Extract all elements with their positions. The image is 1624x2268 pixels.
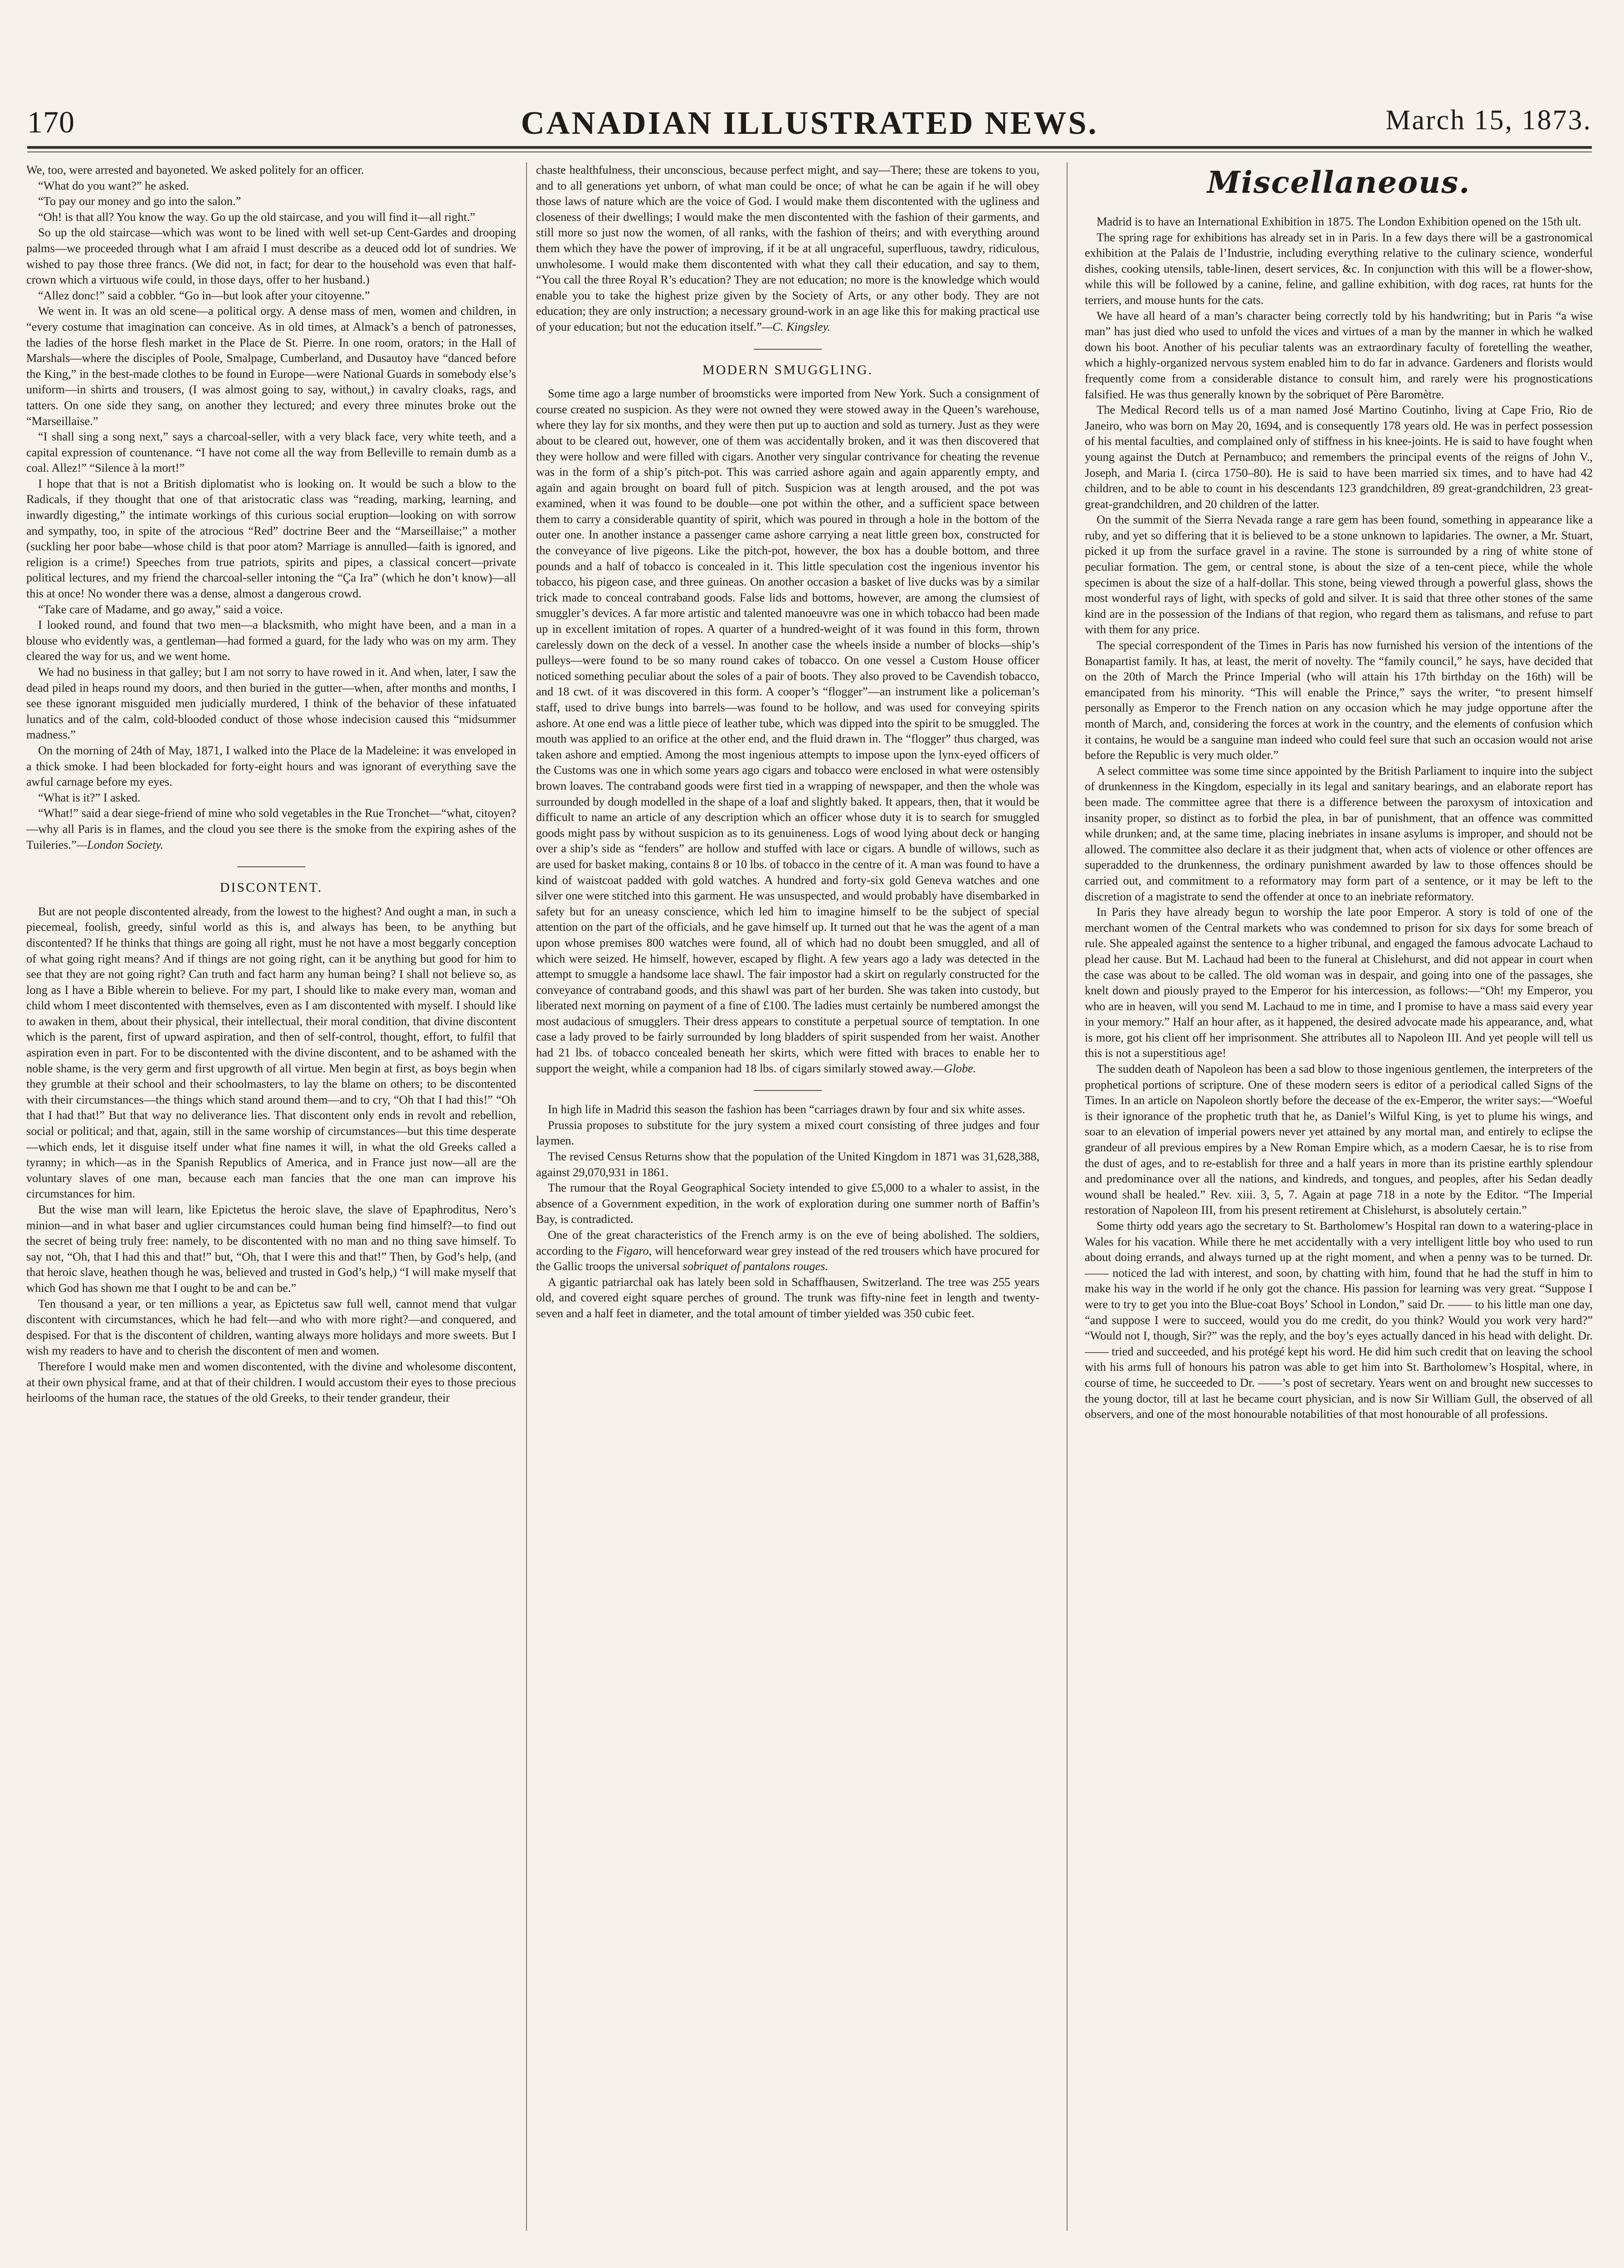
news-item: Madrid is to have an International Exhibition in 1875. The London Exhibition opened on the 15th ult.	[1097, 215, 1581, 228]
article-paragraph: Therefore I would make men and women discontented, with the divine and wholesome discontent, at their own physical frame, and at that of their children. I would accustom their eyes to those precious heirlooms of the human race, the statues of the old Greeks, to their tender grandeur, their	[26, 1359, 516, 1405]
news-item: Prussia proposes to substitute for the jury system a mixed court consisting of three judges and four laymen.	[536, 1118, 1039, 1148]
paragraph-text: “What!” said a dear siege-friend of mine who sold vegetables in the Rue Tronchet—“what, citoyen?—why all Paris is in flames, and the cloud you see there is the smoke from the expiring ashes of the Tuileries.”	[26, 807, 516, 851]
article-paragraph: We went in. It was an old scene—a political orgy. A dense mass of men, women and children, in “every costume that imagination can conceive. As in old times, at Almack’s a bench of patronesses, the ladies of the horse flesh market in the Place de St. Pierre. In one room, orators; in the Hall of Marshals—where the disciples of Poole, Smalpage, Cumberland, and Dusautoy have “danced before the King,” in the best-made clothes to be found in Europe—were National Guards in somebody else’s uniform—in shirts and trousers, (I was almost going to say, without,) in cavalry cloaks, rags, and tatters. On one side they sang, on another they lectured; and every three minutes broke out the “Marseillaise.”	[26, 304, 516, 428]
news-item: In Paris they have already begun to worship the late poor Emperor. A story is told of one of the merchant women of the Central markets who was condemned to prison for six days for some breach of rule. She appealed against the sentence to a higher tribunal, and engaged the famous advocate Lachaud to plead her cause. But M. Lachaud had been to the funeral at Chislehurst, and did not appear in court when the case was about to be called. The old woman was in despair, and going into one of the passages, she knelt down and piously prayed to the Emperor for his intercession, as follows:—“Oh! my Emperor, you who are in heaven, will you send M. Lachaud to me in time, and I promise to have a mass said every year in your memory.” Half an hour after, as it happened, the desired advocate made his appearance, and, what is more, got his client off her imprisonment. She attributes all to Napoleon III. And yet people will tell us this is not a superstitious age!	[1085, 905, 1593, 1060]
article-paragraph: “What do you want?” he asked.	[38, 179, 189, 192]
section-title-miscellaneous: Miscellaneous.	[1207, 165, 1471, 200]
header-rule-thick	[27, 146, 1592, 149]
column-right	[1085, 162, 1593, 2231]
column-divider	[1067, 162, 1068, 2231]
section-title-discontent: DISCONTENT.	[219, 880, 323, 895]
section-divider	[754, 1090, 822, 1091]
news-item	[536, 1227, 1039, 1275]
source-credit: —Globe.	[933, 1061, 976, 1075]
article-paragraph: But the wise man will learn, like Epictetus the heroic slave, the slave of Epaphroditus, Nero’s minion—and in what baser and uglier circumstances could human being find himself?—to find out the secret of being truly free: namely, to be discontented with no man and no thing save himself. To say not, “Oh, that I had this and that!” but, “Oh, that I were this and that!” Then, by God’s help, (and that heroic slave, heathen though he was, believed and trusted in God’s help,) “I will make myself that which God has shown me that I ought to be and can be.”	[26, 1203, 516, 1295]
news-item: On the summit of the Sierra Nevada range a rare gem has been found, something in appearance like a ruby, and yet so differing that it is believed to be a stone unknown to lapidaries. The owner, a Mr. Stuart, picked it up from the surface gravel in a ravine. The stone is surrounded by a ring of white stone of peculiar formation. The gem, or central stone, is about the size of a ten-cent piece, while the whole specimen is about the size of a half-dollar. This stone, being viewed through a powerful glass, shows the most wonderful rays of light, with specks of gold and silver. It is said that three other stones of the same kind are in the possession of the Indians of that region, who regard them as talismans, and refuse to part with them for any price.	[1085, 513, 1593, 636]
paragraph-text: Some time ago a large number of broomsticks were imported from New York. Such a consignment of course created no suspicion. As they were not owned they were stowed away in the Queen’s warehouse, where they lay for six months, and they were then put up to auction and sold as turnery. Just as they were about to be cleared out, however, one of them was accidentally broken, and it was then discovered that they were hollow and were filled with cigars. Another very singular contrivance for cheating the revenue was in the form of a ship’s pitch-pot. This was carried ashore again and again apparently empty, and again and again brought on board full of pitch. Suspicion was at length aroused, and the pot was examined, when it was found to be double—one pot within the other, and a sufficient space between them to carry a considerable quantity of spirit, which was poured in through a hole in the bottom of the outer one. In another instance a passenger came ashore carrying a neat little green box, constructed for the conveyance of live pigeons. Like the pitch-pot, however, the box has a double bottom, and three pounds and a half of tobacco is concealed in it. This little speculation cost the ingenious inventor his tobacco, his pigeon case, and three guineas. On another occasion a basket of live ducks was by a similar trick made to conceal contraband goods. False lids and bottoms, however, are among the clumsiest of smuggler’s devices. A far more artistic and talented manoeuvre was one in which tobacco had been made up in excellent imitation of ropes. A quarter of a hundred-weight of it was found in this form, thrown carelessly down on the deck of a vessel. In another case the wheels inside a number of blocks—ship’s pulleys—were found to be so many round cakes of tobacco. On one vessel a Custom House officer noticed something peculiar about the soles of a pair of boots. They also proved to be Cavendish tobacco, and 18 cwt. of it was discovered in this form. A cooper’s “flogger”—an instrument like a policeman’s staff, used to drive bungs into barrels—was found to be hollow, and was used for conveying spirits ashore. At one end was a little piece of leather tube, which was dipped into the spirit to be smuggled. The mouth was applied to an orifice at the other end, and the fluid drawn in. The “flogger” thus charged, was taken ashore and emptied. Among the most ingenious attempts to impose upon the lynx-eyed officers of the Customs was one in which some years ago cigars and tobacco were enclosed in what were ostensibly brown loaves. The contraband goods were first tied in a wrapping of newspaper, and then the whole was surrounded by dough modelled in the shape of a loaf and slightly baked. It appears, then, that it would be difficult to name an article of any description which an officer whose duty it is to search for smuggled goods might pass by without suspicion as to its genuineness. Logs of wood lying about deck or hanging over a ship’s side as “fenders” are hollow and stuffed with lace or cigars. A bundle of willows, such as are used for basket making, contains 8 or 10 lbs. of tobacco in the centre of it. A man was found to have a kind of waistcoat padded with gold watches. A hundred and forty-six gold Geneva watches and one silver one were stitched into this garment. He was unsuspected, and would probably have disembarked in safety but for an uneasy conscience, which led him to imagine himself to be the subject of special attention on the part of the officials, and he gave himself up. It turned out that he was the agent of a man upon whose premises 800 watches were found, all of which had no doubt been smuggled, and all of which were seized. He himself, however, escaped by flight. A few years ago a lady was detected in the attempt to smuggle a handsome lace shawl. The fair impostor had a skirt on regularly constructed for the conveyance of contraband goods, and this shawl was part of her burden. She was taken into custody, but liberated next morning on payment of a fine of £100. The ladies must certainly be numbered amongst the most audacious of smugglers. Their dress appears to constitute a perpetual source of temptation. In one case a lady proved to be fairly surrounded by long bladders of spirit suspended from her waist. Another had 21 lbs. of tobacco concealed beneath her skirts, which were fitted with braces to enable her to support the weight, while a companion had 18 lbs. of cigars similarly stowed away.	[536, 387, 1039, 1075]
article-paragraph: “Allez donc!” said a cobbler. “Go in—but look after your citoyenne.”	[38, 288, 370, 302]
issue-date: March 15, 1873.	[1385, 105, 1592, 136]
section-title-smuggling: MODERN SMUGGLING.	[702, 362, 873, 377]
paragraph-text: chaste healthfulness, their unconscious, because perfect might, and say—There; these are tokens to you, and to all generations yet unborn, of what man could be once; of what he can be again if he will obey those laws of nature which are the voice of God. I would make them discontented with the ugliness and closeness of their dwellings; I would make the men discontented with the fashion of their garments, and still more so just now the women, of all ranks, with the fashion of theirs; and with everything around them which they have the power of improving, if it be at all ungraceful, superfluous, tawdry, ridiculous, unwholesome. I would make them discontented with what they call their education, and say to them, “You call the three Royal R’s education? They are not education; no more is the knowledge which would enable you to take the highest prize given by the Society of Arts, or any other body. They are not education; they are only instruction; a necessary ground-work in an age like this for making practical use of your education; but not the education itself.”	[536, 163, 1039, 333]
source-credit: —C. Kingsley.	[762, 320, 831, 333]
article-paragraph: But are not people discontented already, from the lowest to the highest? And ought a man, in such a piecemeal, foolish, greedy, sinful world as this is, and always has been, to be anything but discontented? If he thinks that things are going all right, must he not have a most beggarly conception of what going right means? And if things are not going right, can it be anything but good for him to see that they are not going right? Can truth and fact harm any human being? I shall not believe so, as long as I have a Bible wherein to believe. For my part, I should like to make every man, woman and child whom I meet discontented with themselves, even as I am discontented with myself. I should like to awaken in them, about their physical, their intellectual, their moral condition, that divine discontent which is the parent, first of upward aspiration, and then of self-control, thought, effort, to fulfil that aspiration even in part. For to be discontented with the divine discontent, and to be ashamed with the noble shame, is the very germ and first upgrowth of all virtue. Men begin at first, as boys begin when they grumble at their school and their schoolmasters, to lay the blame on others; to be discontented with their circumstances—the things which stand around them—and to cry, “Oh that I had this!” “Oh that I had that!” But that way no deliverance lies. That discontent only ends in revolt and rebellion, social or political; and that, again, still in the same worship of circumstances—but this time desperate—which ends, let it disguise itself under what fine names it will, in what the old Greeks called a tyranny; in which—as in the Spanish Republics of America, and in France just now—all are the voluntary slaves of one man, because each man fancies that the one man can improve his circumstances for him.	[26, 904, 516, 1201]
article-paragraph: “Take care of Madame, and go away,” said a voice.	[38, 602, 283, 616]
news-item: The sudden death of Napoleon has been a sad blow to those ingenious gentlemen, the interpreters of the prophetical portions of scripture. One of these modern seers is editor of a periodical called Signs of the Times. In an article on Napoleon shortly before the decease of the ex-Emperor, the writer says:—“Woeful is their ignorance of the prophetic truth that he, as Daniel’s Wilful King, is yet to plume his wings, and soar to an elevation of imperial powers never yet attained by any mortal man, and entirely to eclipse the grandeur of all previous empires by a New Roman Empire which, as a modern Caesar, he is to rise from the dust of ages, and to re-establish for three and a half years in more than its pristine earthly splendour and predominance over all the nations, and kindreds, and tongues, and peoples, after his Sedan deadly wound shall be healed.” Rev. xiii. 3, 5, 7. Again at page 718 in a note by the Editor. “The Imperial restoration of Napoleon III, from his present retirement at Chislehurst, is absolutely certain.”	[1085, 1062, 1593, 1217]
news-item: The special correspondent of the Times in Paris has now furnished his version of the intentions of the Bonapartist family. It has, at least, the merit of novelty. The “family council,” he says, have decided that on the 20th of March the Prince Imperial (who will attain his 17th birthday on the 16th) will be emancipated from his minority. “This will enable the Prince,” says the writer, “to present himself personally as Emperor to the French nation on any occasion which he may judge opportune after the month of March, and, considering the forces at work in the country, and the elements of confusion which it contains, he would be a sanguine man indeed who could feel sure that such an occasion would not arise before the Republic is very much older.”	[1085, 639, 1593, 762]
italic-text: sobriquet of pantalons rouges.	[683, 1260, 828, 1273]
article-paragraph: We had no business in that galley; but I am not sorry to have rowed in it. And when, later, I saw the dead piled in heaps round my doors, and then buried in the gutter—when, after months and months, I see these ignorant misguided men judicially murdered, I think of the behavior of these infatuated lunatics and of the calm, cold-blooded conduct of those whose indecision caused this “midsummer madness.”	[26, 665, 516, 742]
news-item: The spring rage for exhibitions has already set in in Paris. In a few days there will be a gastronomical exhibition at the Palais de l’Industrie, including everything relative to the culinary science, wonderful dishes, cooking utensils, table-linen, desert services, &c. In conjunction with this will be a flower-show, while this will be followed by a canine, feline, and galline exhibition, with dog races, rat hunts for the terriers, and mouse hunts for the cats.	[1085, 230, 1593, 307]
news-item: Some thirty odd years ago the secretary to St. Bartholomew’s Hospital ran down to a watering-place in Wales for his vacation. While there he met accidentally with a very intelligent little boy who used to run about doing errands, and always turned up at the right moment, and when a penny was to be turned. Dr. —— noticed the lad with interest, and soon, by chatting with him, found that he had the stuff in him to make his way in the world if he only got the chance. His passion for learning was very great. “Suppose I were to try to get you into the Blue-coat Boys’ School in London,” said Dr. —— to his little man one day, “and suppose I were to succeed, would you do me credit, do you think? Would you work very hard?” “Would not I, though, Sir?” was the reply, and the boy’s eyes actually danced in his head with delight. Dr. —— tried and succeeded, and his protégé kept his word. He did him such credit that on leaving the school with his arms full of honours his patron was able to get him into St. Bartholomew’s Hospital, where, in course of time, he succeeded to Dr. ——’s post of secretary. Years went on and brought new successes to the young doctor, till at last he became court physician, and is now Sir William Gull, the observed of all observers, and one of the most honourable notabilities of that most honourable of all professions.	[1085, 1219, 1593, 1421]
article-paragraph: “To pay our money and go into the salon.”	[38, 195, 241, 208]
news-item: The Medical Record tells us of a man named José Martino Coutinho, living at Cape Frio, Rio de Janeiro, who was born on May 20, 1694, and is consequently 178 years old. He was in perfect possession of his mental faculties, and complained only of stiffness in his knee-joints. He is said to have fought when young against the Dutch at Pernambuco; and remembers the principal events of the reigns of John V., Joseph, and Maria I. (circa 1750–80). He is said to have been married six times, and to have had 42 children, and to be able to count in his descendants 123 grandchildren, 89 great-grandchildren, 23 great-great-grandchildren, and 20 children of the latter.	[1085, 403, 1593, 511]
column-divider	[526, 162, 527, 2231]
news-item: A gigantic patriarchal oak has lately been sold in Schaffhausen, Switzerland. The tree was 255 years old, and covered eight square perches of ground. The trunk was fifty-nine feet in length and twenty-seven and a half feet in diameter, and the total amount of timber yielded was 350 cubic feet.	[536, 1275, 1039, 1320]
article-paragraph: We, too, were arrested and bayoneted. We asked politely for an officer.	[26, 163, 364, 176]
article-paragraph: On the morning of 24th of May, 1871, I walked into the Place de la Madeleine: it was enveloped in a thick smoke. I had been blockaded for forty-eight hours and was ignorant of everything save the awful carnage before my eyes.	[26, 743, 516, 789]
paragraph-text: , will henceforward wear grey instead of the red trousers which have procured for the Gallic troops the universal	[536, 1244, 1039, 1273]
article-paragraph: I hope that that is not a British diplomatist who is looking on. It would be such a blow to the Radicals, if they thought that one of that aristocratic class was “reading, marking, learning, and inwardly digesting,” the intimate workings of this curious social eruption—looking on with sorrow and sympathy, too, in spite of the atrocious “Red” doctrine Beer and the “Marseillaise;” a mother (suckling her poor babe—whose child is that poor atom? Marriage is annulled—faith is ignored, and religion is a crime!) Speeches from true patriots, spirits and pipes, a classical concert—private political lectures, and my friend the charcoal-seller intoning the “Ça Ira” (which he don’t know)—all this at once! No wonder there was a dense, almost a dangerous crowd.	[26, 477, 516, 601]
news-item: The rumour that the Royal Geographical Society intended to give £5,000 to a whaler to assist, in the absence of a Government expedition, in the work of exploration during one summer north of Baffin’s Bay, is contradicted.	[536, 1181, 1039, 1226]
article-paragraph: “What is it?” I asked.	[38, 791, 141, 804]
section-divider	[237, 866, 305, 867]
article-paragraph	[536, 162, 1039, 335]
article-paragraph	[536, 386, 1039, 1076]
page-header	[27, 104, 1592, 141]
section-divider	[754, 349, 822, 350]
column-left	[26, 162, 516, 2231]
news-item: A select committee was some time since appointed by the British Parliament to inquire into the subject of drunkenness in the Kingdom, especially in its legal and sanitary bearings, and an elaborate report has been made. The committee agree that there is a difference between the paroxysm of intoxication and insanity proper, so distinct as to forbid the plea, in bar of punishment, that an offence was committed while drunken; and, at the same time, placing inebriates in insane asylums is improper, and should not be allowed. The committee also declare it as their judgment that, when acts of violence or other offences are superadded to the drunkenness, the ordinary punishment awarded by law to those offences should be carried out, and commitment to a reformatory may form part of a sentence, or it may be left to the discretion of a magistrate to send the offender at once to an inebriate reformatory.	[1085, 764, 1593, 903]
news-item: In high life in Madrid this season the fashion has been “carriages drawn by four and six white asses.	[548, 1103, 1025, 1116]
article-paragraph: I looked round, and found that two men—a blacksmith, who might have been, and a man in a blouse who evidently was, a gentleman—had formed a guard, for the lady who was on my arm. They cleared the way for us, and we went home.	[26, 618, 516, 663]
article-paragraph: “Oh! is that all? You know the way. Go up the old staircase, and you will find it—all right.”	[38, 210, 475, 224]
article-paragraph: So up the old staircase—which was wont to be lined with well set-up Cent-Gardes and drooping palms—we proceeded through what I am afraid I must describe as a deuced odd lot of sundries. We wished to pay those three francs. (We did not, in fact; for dear to the household was even that half-crown which a virtuous wife could, in those days, offer to her husband.)	[26, 226, 516, 287]
masthead-title: CANADIAN ILLUSTRATED NEWS.	[521, 105, 1098, 141]
news-item: We have all heard of a man’s character being correctly told by his handwriting; but in Paris “a wise man” has just died who used to unfold the vices and virtues of a man by the manner in which he walked down his boot. Another of his peculiar talents was an extraordinary faculty of foretelling the weather, which a highly-organized nervous system enabled him to do far in advance. Gardeners and florists would frequently come from a considerable distance to consult him, and rarely were his prognostications falsified. He was thus generally known by the sobriquet of Père Baromètre.	[1085, 309, 1593, 401]
italic-text: Figaro	[616, 1244, 649, 1257]
page-number: 170	[27, 105, 75, 139]
column-middle	[536, 162, 1039, 2231]
news-item: The revised Census Returns show that the population of the United Kingdom in 1871 was 31,628,388, against 29,070,931 in 1861.	[536, 1150, 1039, 1179]
article-paragraph: “I shall sing a song next,” says a charcoal-seller, with a very black face, very white teeth, and a capital expression of countenance. “I have not come all the way from Belleville to remain dumb as a coal. Allez!” “Silence à la mort!”	[26, 430, 516, 475]
source-credit: —London Society.	[76, 838, 164, 851]
paragraph-text: One of the great characteristics of the French army is on the eve of being abolished. The soldiers, according to the	[536, 1228, 1039, 1257]
article-paragraph: Ten thousand a year, or ten millions a year, as Epictetus saw full well, cannot mend that vulgar discontent with circumstances, which he had felt—and who with more right?—and conquered, and despised. For that is the discontent of children, wanting always more holidays and more sweets. But I wish my readers to have and to cherish the discontent of men and women.	[26, 1297, 516, 1358]
article-paragraph	[26, 806, 516, 853]
